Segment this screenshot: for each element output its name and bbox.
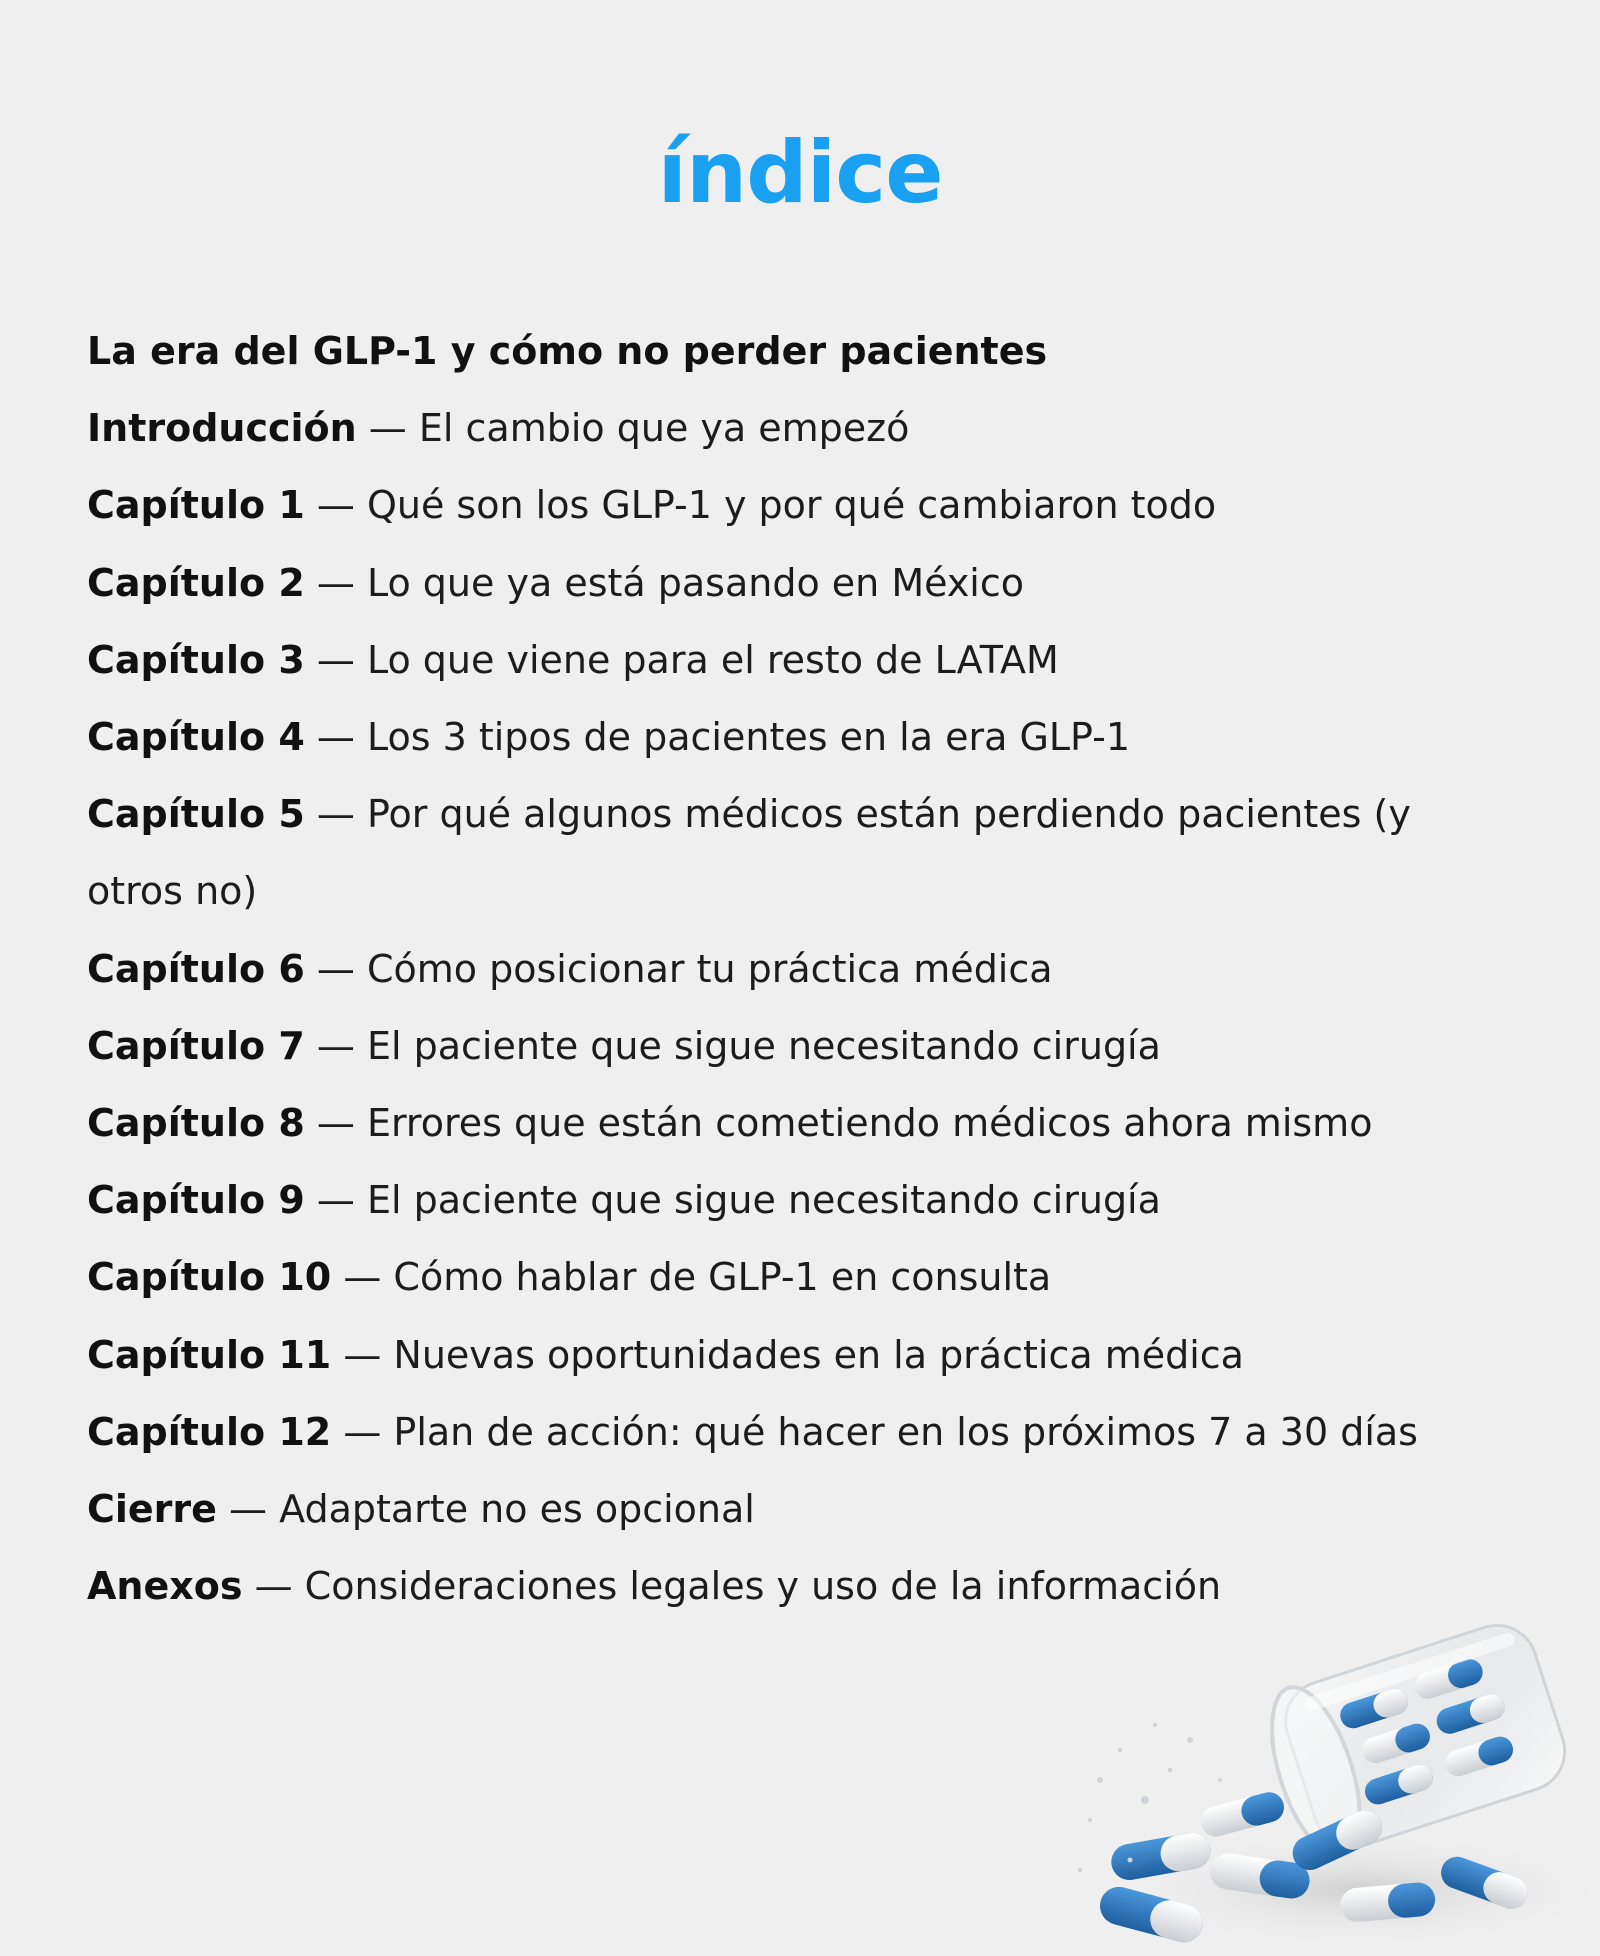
toc-entry-capitulo-5 [87,776,1507,930]
toc-entry-text: Adaptarte no es opcional [279,1487,755,1532]
toc-entry-text: Lo que ya está pasando en México [366,560,1025,605]
toc-entry-dash: — [316,1178,355,1223]
toc-entry-dash: — [316,946,355,991]
toc-entry-cierre [87,1471,1527,1548]
toc-entry-text: El paciente que sigue necesitando cirugía [366,1178,1161,1223]
toc-entry-label: Introducción [87,406,357,451]
toc-entry-label: Capítulo 11 [87,1332,332,1377]
toc-entry-capitulo-8 [87,1085,1527,1162]
toc-entry-text: Cómo hablar de GLP-1 en consulta [393,1255,1052,1300]
toc-entry-label: Capítulo 7 [87,1023,305,1068]
toc-entry-label: Cierre [87,1487,217,1532]
toc-entry-label: Capítulo 4 [87,715,305,760]
toc-entry-dash: — [343,1332,382,1377]
book-title-text: La era del GLP-1 y cómo no perder pacientes [87,329,1048,373]
toc-entry-label: Capítulo 2 [87,560,305,605]
toc-entry-label: Capítulo 8 [87,1101,305,1146]
toc-entry-dash: — [316,637,355,682]
table-of-contents [87,313,1527,1625]
toc-entry-capitulo-1 [87,467,1527,544]
toc-entry-capitulo-6 [87,931,1527,1008]
toc-entry-capitulo-9 [87,1162,1527,1239]
book-title [87,313,1527,390]
toc-entry-dash: — [316,1101,355,1146]
toc-entry-capitulo-11 [87,1317,1527,1394]
toc-entry-text: Lo que viene para el resto de LATAM [366,637,1059,682]
toc-entry-text: El paciente que sigue necesitando cirugía [366,1023,1161,1068]
toc-entry-label: Capítulo 12 [87,1409,332,1454]
toc-entry-label: Capítulo 6 [87,946,305,991]
toc-entry-dash: — [343,1409,382,1454]
toc-entry-dash: — [316,792,355,837]
toc-entry-text: Cómo posicionar tu práctica médica [366,946,1053,991]
toc-entry-text: Plan de acción: qué hacer en los próximos 7 a 30 días [393,1409,1418,1454]
toc-entry-text: Por qué algunos médicos están perdiendo pacientes (y otros no) [87,792,1411,914]
toc-entry-dash: — [316,1023,355,1068]
pill-bottle-capsules-icon [1060,1600,1600,1956]
toc-entry-capitulo-10 [87,1239,1527,1316]
toc-entry-dash: — [316,560,355,605]
toc-entry-dash: — [316,483,355,528]
toc-entry-dash: — [229,1487,268,1532]
toc-entry-label: Capítulo 3 [87,637,305,682]
toc-entry-text: Qué son los GLP-1 y por qué cambiaron todo [366,483,1217,528]
toc-entry-dash: — [368,406,407,451]
toc-entry-text: Errores que están cometiendo médicos ahora mismo [366,1101,1373,1146]
toc-entry-text: El cambio que ya empezó [418,406,910,451]
toc-entry-introduccion [87,390,1527,467]
toc-entry-label: Capítulo 5 [87,792,305,837]
toc-entry-capitulo-2 [87,545,1527,622]
toc-entry-dash: — [316,715,355,760]
toc-entry-label: Capítulo 10 [87,1255,332,1300]
toc-entry-dash: — [343,1255,382,1300]
toc-entry-capitulo-7 [87,1008,1527,1085]
toc-entry-capitulo-12 [87,1394,1527,1471]
toc-entry-text: Consideraciones legales y uso de la información [304,1564,1222,1609]
toc-entry-text: Nuevas oportunidades en la práctica médica [393,1332,1244,1377]
toc-entry-text: Los 3 tipos de pacientes en la era GLP-1 [366,715,1131,760]
toc-entry-capitulo-3 [87,622,1527,699]
toc-entry-dash: — [254,1564,293,1609]
toc-entry-label: Anexos [87,1564,243,1609]
toc-entry-capitulo-4 [87,699,1527,776]
page-title: índice [657,123,943,223]
toc-entry-label: Capítulo 1 [87,483,305,528]
toc-entry-label: Capítulo 9 [87,1178,305,1223]
